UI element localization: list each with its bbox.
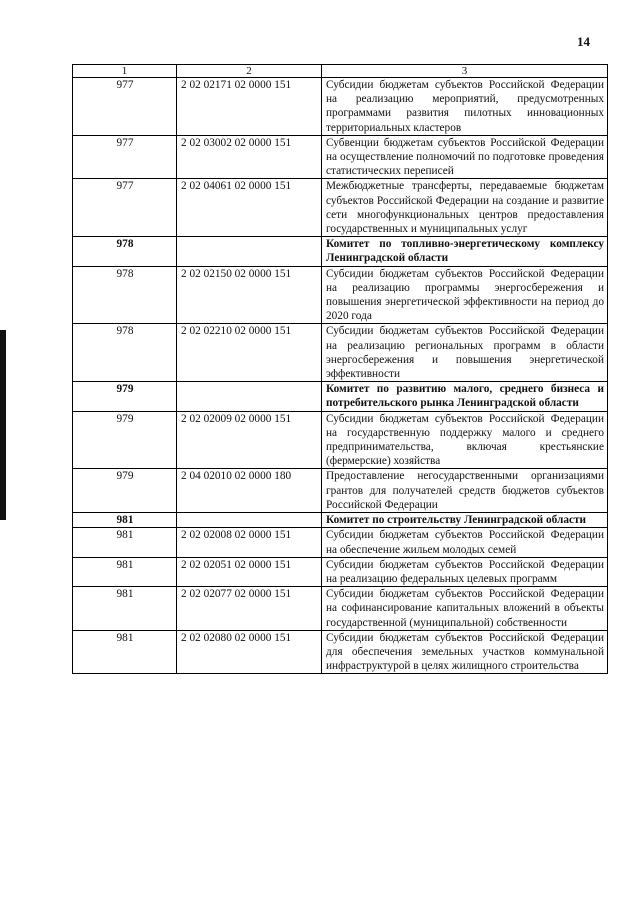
- budget-code-cell: 2 02 02210 02 0000 151: [177, 324, 322, 382]
- budget-code-cell: 2 02 02080 02 0000 151: [177, 630, 322, 674]
- budget-code-cell: 2 04 02010 02 0000 180: [177, 469, 322, 513]
- description-cell: Комитет по топливно-энергетическому комплексу Ленинградской области: [322, 237, 608, 266]
- table-row: [73, 179, 608, 237]
- budget-code-cell: [177, 237, 322, 266]
- budget-code-cell: 2 02 02008 02 0000 151: [177, 528, 322, 557]
- admin-code-cell: 978: [73, 266, 177, 324]
- description-cell: Субсидии бюджетам субъектов Российской Федерации на реализацию региональных программ в области энергосбережения и повышения энергетической эффективности: [322, 324, 608, 382]
- table-body: [73, 65, 608, 674]
- table-row: [73, 266, 608, 324]
- table-row: [73, 557, 608, 586]
- description-cell: Субвенции бюджетам субъектов Российской Федерации на осуществление полномочий по подготовке проведения статистических переписей: [322, 135, 608, 179]
- table-row: [73, 630, 608, 674]
- column-header-3: 3: [322, 65, 608, 78]
- admin-code-cell: 981: [73, 513, 177, 528]
- admin-code-cell: 977: [73, 78, 177, 136]
- admin-code-cell: 981: [73, 557, 177, 586]
- admin-code-cell: 979: [73, 382, 177, 411]
- description-cell: Межбюджетные трансферты, передаваемые бюджетам субъектов Российской Федерации на создание и развитие сети многофункциональных центров предоставления государственных и муниципальных услуг: [322, 179, 608, 237]
- budget-code-cell: 2 02 03002 02 0000 151: [177, 135, 322, 179]
- table-row: [73, 587, 608, 631]
- admin-code-cell: 977: [73, 179, 177, 237]
- admin-code-cell: 981: [73, 630, 177, 674]
- admin-code-cell: 978: [73, 324, 177, 382]
- description-cell: Субсидии бюджетам субъектов Российской Федерации для обеспечения земельных участков коммунальной инфраструктурой в целях жилищного строительства: [322, 630, 608, 674]
- budget-code-cell: 2 02 02051 02 0000 151: [177, 557, 322, 586]
- admin-code-cell: 977: [73, 135, 177, 179]
- description-cell: Предоставление негосударственными организациями грантов для получателей средств бюджетов субъектов Российской Федерации: [322, 469, 608, 513]
- admin-code-cell: 979: [73, 469, 177, 513]
- table-row: [73, 78, 608, 136]
- description-cell: Субсидии бюджетам субъектов Российской Федерации на реализацию федеральных целевых программ: [322, 557, 608, 586]
- column-header-1: 1: [73, 65, 177, 78]
- table-row: [73, 528, 608, 557]
- budget-code-cell: 2 02 02009 02 0000 151: [177, 411, 322, 469]
- description-cell: Субсидии бюджетам субъектов Российской Федерации на софинансирование капитальных вложений в объекты государственной (муниципальной) собственности: [322, 587, 608, 631]
- scan-edge-bar: [0, 330, 6, 520]
- column-header-2: 2: [177, 65, 322, 78]
- table-header-row: [73, 65, 608, 78]
- revenue-codes-table: [72, 64, 608, 674]
- table-row: [73, 237, 608, 266]
- budget-code-cell: 2 02 04061 02 0000 151: [177, 179, 322, 237]
- budget-code-cell: 2 02 02077 02 0000 151: [177, 587, 322, 631]
- description-cell: Субсидии бюджетам субъектов Российской Федерации на реализацию программы энергосбережения и повышения энергетической эффективности на период до 2020 года: [322, 266, 608, 324]
- description-cell: Комитет по строительству Ленинградской области: [322, 513, 608, 528]
- description-cell: Субсидии бюджетам субъектов Российской Федерации на государственную поддержку малого и среднего предпринимательства, включая крестьянские (фермерские) хозяйства: [322, 411, 608, 469]
- admin-code-cell: 981: [73, 587, 177, 631]
- table-row: [73, 513, 608, 528]
- admin-code-cell: 978: [73, 237, 177, 266]
- budget-code-cell: [177, 513, 322, 528]
- budget-code-cell: 2 02 02150 02 0000 151: [177, 266, 322, 324]
- table-row: [73, 469, 608, 513]
- table-row: [73, 382, 608, 411]
- budget-code-cell: 2 02 02171 02 0000 151: [177, 78, 322, 136]
- budget-code-cell: [177, 382, 322, 411]
- admin-code-cell: 981: [73, 528, 177, 557]
- admin-code-cell: 979: [73, 411, 177, 469]
- description-cell: Комитет по развитию малого, среднего бизнеса и потребительского рынка Ленинградской области: [322, 382, 608, 411]
- description-cell: Субсидии бюджетам субъектов Российской Федерации на обеспечение жильем молодых семей: [322, 528, 608, 557]
- description-cell: Субсидии бюджетам субъектов Российской Федерации на реализацию мероприятий, предусмотренных программами развития пилотных инновационных территориальных кластеров: [322, 78, 608, 136]
- table-row: [73, 135, 608, 179]
- table-row: [73, 324, 608, 382]
- page-number: 14: [577, 34, 590, 49]
- table-row: [73, 411, 608, 469]
